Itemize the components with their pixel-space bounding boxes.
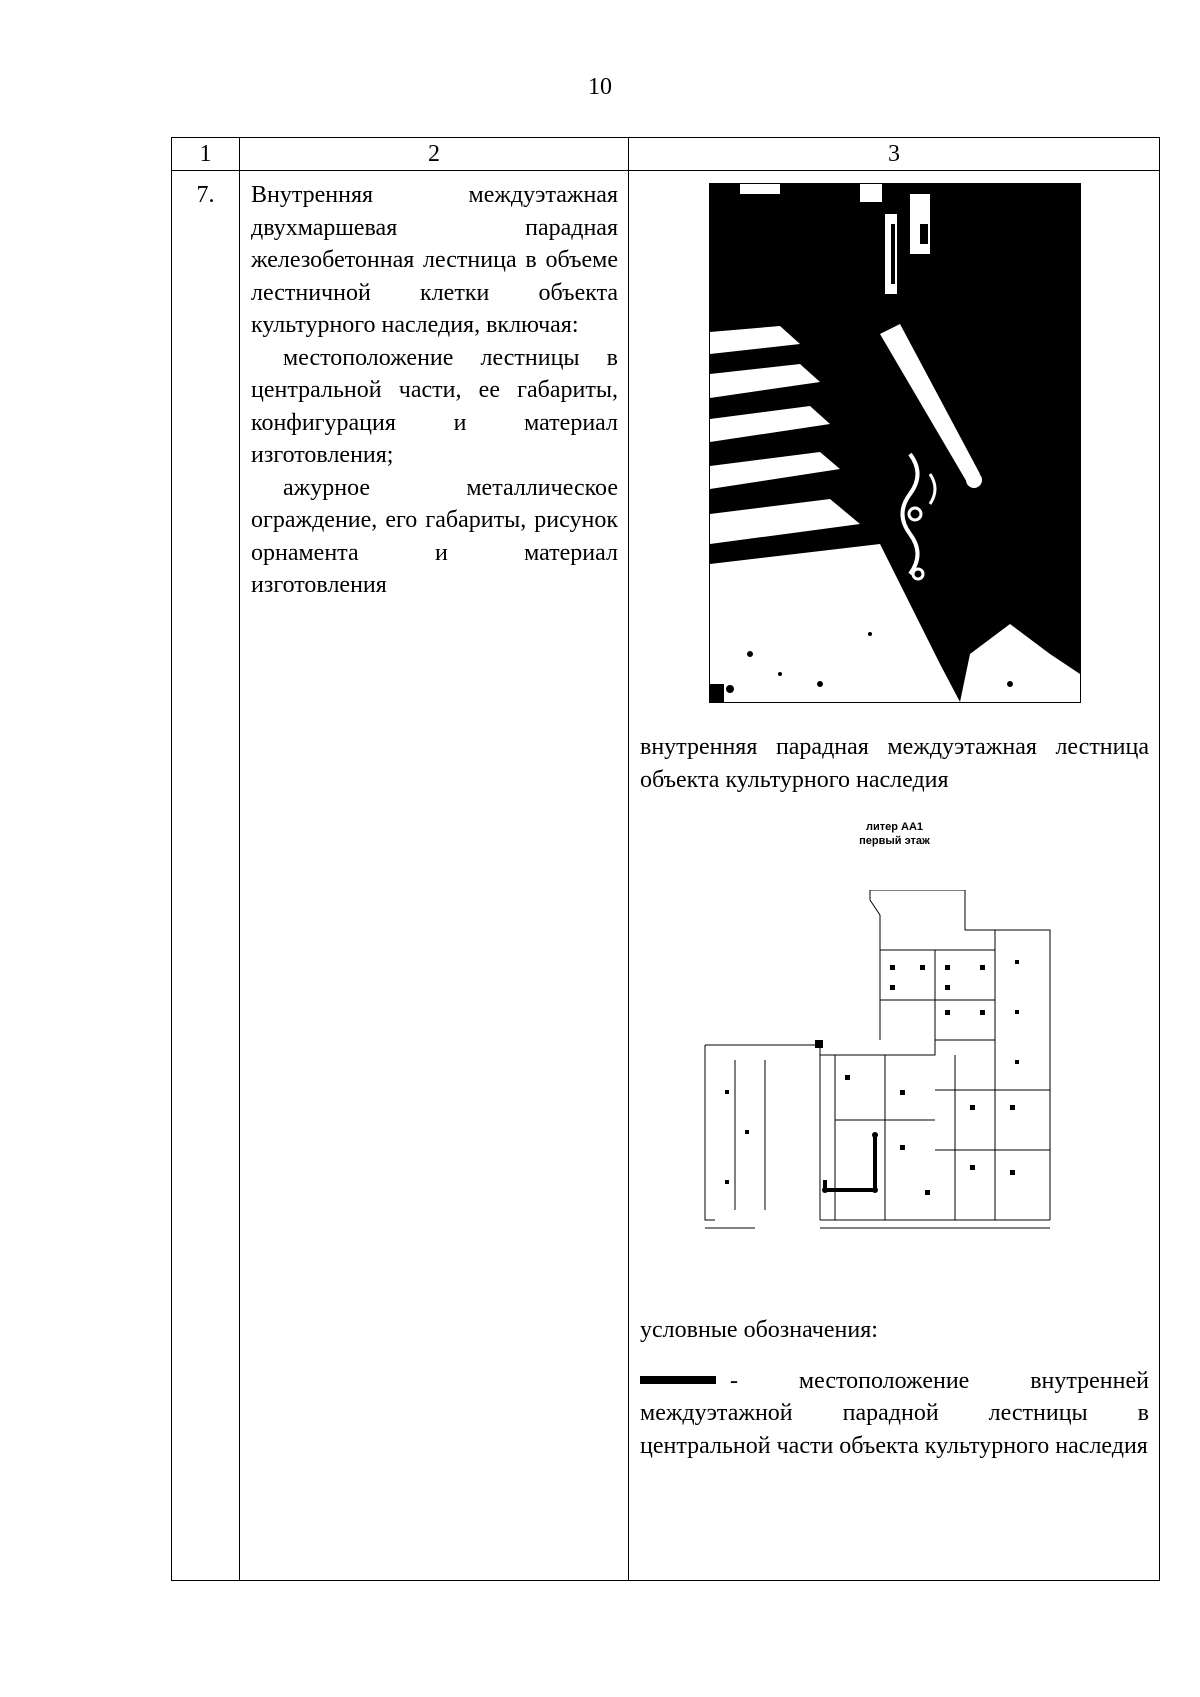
legend-text: - местоположение внутренней междуэтажной парадной лестницы в центральной части объекта культурного наследия <box>640 1367 1149 1459</box>
column-header-3: 3 <box>629 138 1160 171</box>
table-header-row <box>172 138 1160 171</box>
row-illustrations <box>629 171 1160 1581</box>
floor-plan-title <box>640 820 1149 848</box>
floor-plan-title-line: первый этаж <box>859 835 930 847</box>
column-header-1: 1 <box>172 138 240 171</box>
page-number: 10 <box>588 74 612 100</box>
staircase-photo <box>709 183 1081 703</box>
column-header-2: 2 <box>240 138 629 171</box>
legend-title: условные обозначения: <box>640 1317 878 1343</box>
row-description <box>240 171 629 1581</box>
description-paragraph: ажурное металлическое ограждение, его габариты, рисунок орнамента и материал изготовления <box>251 474 618 598</box>
table-row <box>172 171 1160 1581</box>
legend-line-icon <box>640 1376 716 1384</box>
row-number: 7. <box>172 171 240 1581</box>
description-paragraph: Внутренняя междуэтажная двухмаршевая парадная железобетонная лестница в объеме лестничной клетки объекта культурного наследия, включая: <box>251 182 618 338</box>
legend-item <box>640 1365 1149 1463</box>
floor-plan <box>640 820 1149 1290</box>
floor-plan-title-line: литер АА1 <box>865 821 924 833</box>
description-table <box>171 137 1160 1581</box>
photo-caption: внутренняя парадная междуэтажная лестница объекта культурного наследия <box>640 734 1149 793</box>
floor-plan-drawing <box>695 890 1075 1270</box>
description-paragraph: местоположение лестницы в центральной части, ее габариты, конфигурация и материал изготовления; <box>251 344 618 468</box>
